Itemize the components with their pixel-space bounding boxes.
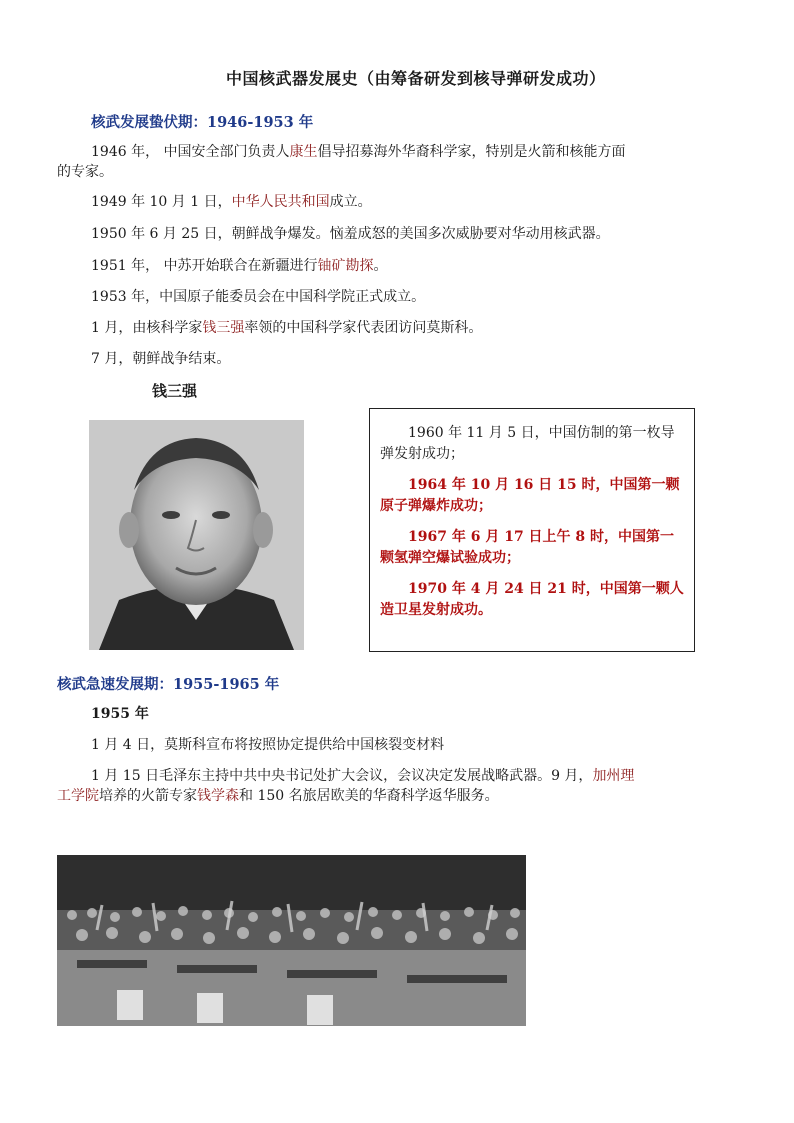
para-1951-text-a: 1951 年， 中苏开始联合在新疆进行 [91, 258, 318, 274]
meeting-photo-drawing [57, 855, 526, 1026]
document-title: 中国核武器发展史（由筹备研发到核导弹研发成功） [226, 69, 606, 88]
para-1946 [91, 142, 626, 162]
para-1949 [91, 192, 372, 212]
portrait-photo [89, 420, 304, 650]
year-1955: 1955 年 [91, 706, 149, 722]
link-prc[interactable]: 中华人民共和国 [231, 194, 330, 210]
para-1946-cont: 的专家。 [57, 164, 113, 180]
section-heading-1946-1953: 核武发展蛰伏期：1946-1953 年 [91, 114, 314, 131]
link-qianxuesen[interactable]: 钱学森 [197, 788, 239, 804]
para-jan-text-b: 率领的中国科学家代表团访问莫斯科。 [244, 320, 483, 336]
milestone-1960: 1960 年 11 月 5 日，中国仿制的第一枚导弹发射成功； [380, 425, 675, 462]
para-jan [91, 318, 482, 338]
milestone-1970: 1970 年 4 月 24 日 21 时，中国第一颗人造卫星发射成功。 [380, 581, 684, 618]
para-1951 [91, 256, 388, 276]
para-1949-text-a: 1949 年 10 月 1 日， [91, 194, 232, 210]
para-1953: 1953 年，中国原子能委员会在中国科学院正式成立。 [91, 289, 426, 305]
para-1946-text-b: 倡导招募海外华裔科学家，特别是火箭和核能方面 [317, 144, 626, 160]
para-1946-text-a: 1946 年， 中国安全部门负责人 [91, 144, 290, 160]
para-1949-text-b: 成立。 [329, 194, 372, 210]
para-jul: 7 月，朝鲜战争结束。 [91, 351, 231, 367]
meeting-photo [57, 855, 526, 1026]
photo-caption: 钱三强 [152, 382, 198, 400]
link-qiansanqiang[interactable]: 钱三强 [202, 320, 245, 336]
link-uranium[interactable]: 铀矿勘探 [317, 258, 374, 274]
portrait-photo-drawing [89, 420, 304, 650]
para-1951-text-b: 。 [373, 258, 388, 274]
section-heading-1955-1965: 核武急速发展期：1955-1965 年 [57, 676, 280, 693]
link-caltech[interactable]: 加州理 [592, 768, 635, 784]
link-caltech-cont[interactable]: 工学院 [57, 788, 99, 804]
para-1955-jan15-cont [57, 786, 499, 806]
para-1950: 1950 年 6 月 25 日，朝鲜战争爆发。恼羞成怒的美国多次威胁要对华动用核武器。 [91, 226, 610, 242]
para-1955-jan15-text-a: 1 月 15 日毛泽东主持中共中央书记处扩大会议，会议决定发展战略武器。9 月， [91, 768, 593, 784]
milestones-box [369, 408, 695, 652]
milestone-1967: 1967 年 6 月 17 日上午 8 时，中国第一颗氢弹空爆试验成功； [380, 529, 675, 566]
para-1955-jan4: 1 月 4 日，莫斯科宣布将按照协定提供给中国核裂变材料 [91, 737, 445, 753]
para-1955-jan15-text-c: 和 150 名旅居欧美的华裔科学返华服务。 [239, 788, 499, 804]
para-jan-text-a: 1 月，由核科学家 [91, 320, 203, 336]
para-1955-jan15-text-b: 培养的火箭专家 [99, 788, 197, 804]
milestone-1964: 1964 年 10 月 16 日 15 时，中国第一颗原子弹爆炸成功； [380, 477, 680, 514]
link-kangsheng[interactable]: 康生 [289, 144, 318, 160]
para-1955-jan15 [91, 766, 634, 786]
